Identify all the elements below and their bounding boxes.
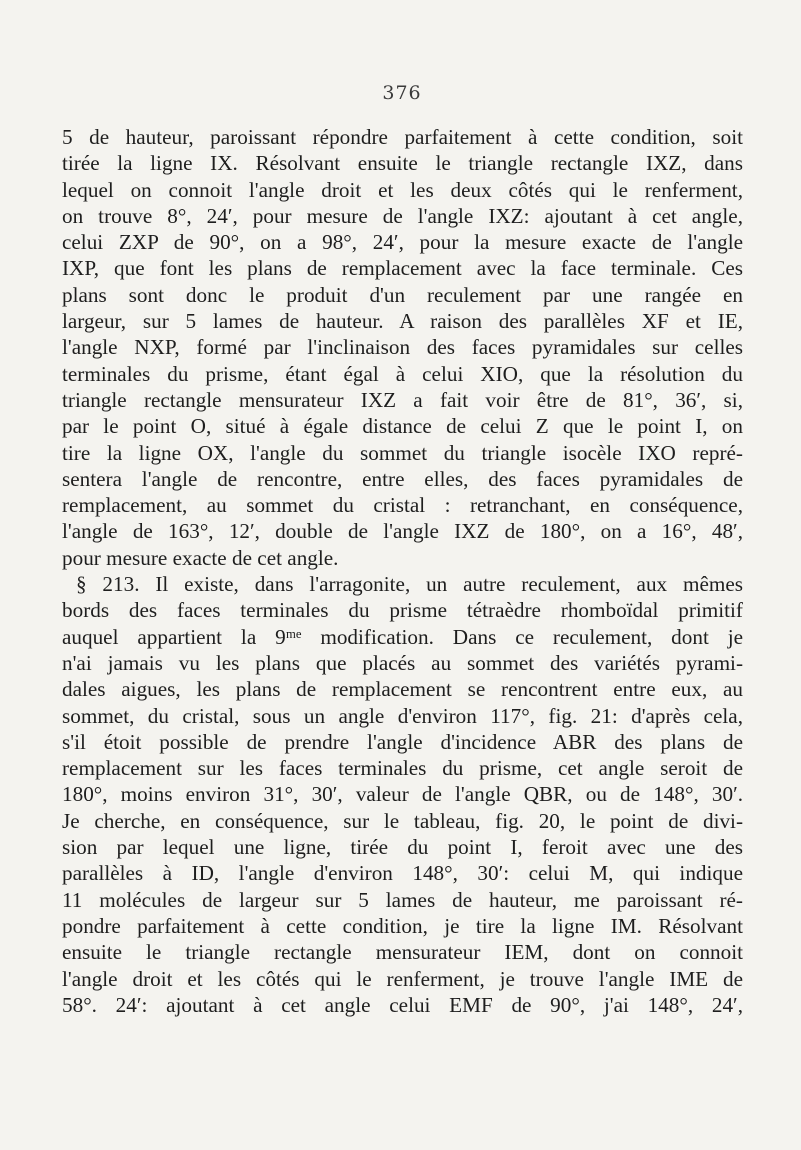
text-line: bords des faces terminales du prisme tétraèdre rhomboïdal primitif	[62, 598, 743, 623]
text-line: tirée la ligne IX. Résolvant ensuite le triangle rectangle IXZ, dans	[62, 151, 743, 176]
text-line: pour mesure exacte de cet angle.	[62, 545, 339, 570]
text-line: triangle rectangle mensurateur IXZ a fait voir être de 81°, 36′, si,	[62, 387, 743, 412]
text-line: tire la ligne OX, l'angle du sommet du triangle isocèle IXO repré-	[62, 440, 743, 465]
text-line: IXP, que font les plans de remplacement avec la face terminale. Ces	[62, 256, 743, 281]
text-line: remplacement, au sommet du cristal : retranchant, en conséquence,	[62, 493, 743, 518]
text-line: 11 molécules de largeur sur 5 lames de hauteur, me paroissant ré-	[62, 887, 743, 912]
text-line: lequel on connoit l'angle droit et les deux côtés qui le renferment,	[62, 177, 743, 202]
text-line: l'angle NXP, formé par l'inclinaison des faces pyramidales sur celles	[62, 335, 743, 360]
body-text	[62, 124, 743, 1018]
text-line: auquel appartient la 9ᵐᵉ modification. Dans ce reculement, dont je	[62, 624, 743, 649]
section-start-line: § 213. Il existe, dans l'arragonite, un autre reculement, aux mêmes	[76, 572, 743, 597]
text-line: sentera l'angle de rencontre, entre elles, des faces pyramidales de	[62, 466, 743, 491]
text-line: remplacement sur les faces terminales du prisme, cet angle seroit de	[62, 756, 743, 781]
text-line: 5 de hauteur, paroissant répondre parfaitement à cette condition, soit	[62, 125, 743, 149]
text-line: terminales du prisme, étant égal à celui XIO, que la résolution du	[62, 361, 743, 386]
text-line: l'angle droit et les côtés qui le renferment, je trouve l'angle IME de	[62, 966, 743, 991]
text-line: 58°. 24′: ajoutant à cet angle celui EMF de 90°, j'ai 148°, 24′,	[62, 992, 743, 1017]
text-line: par le point O, situé à égale distance de celui Z que le point I, on	[62, 414, 743, 439]
text-line: pondre parfaitement à cette condition, je tire la ligne IM. Résolvant	[62, 913, 743, 938]
text-line: l'angle de 163°, 12′, double de l'angle IXZ de 180°, on a 16°, 48′,	[62, 519, 743, 544]
text-line: dales aigues, les plans de remplacement se rencontrent entre eux, au	[62, 677, 743, 702]
text-line: on trouve 8°, 24′, pour mesure de l'angle IXZ: ajoutant à cet angle,	[62, 203, 743, 228]
text-line: s'il étoit possible de prendre l'angle d'incidence ABR des plans de	[62, 729, 743, 754]
text-line: parallèles à ID, l'angle d'environ 148°, 30′: celui M, qui indique	[62, 861, 743, 886]
text-line: sommet, du cristal, sous un angle d'environ 117°, fig. 21: d'après cela,	[62, 703, 743, 728]
text-line: ensuite le triangle rectangle mensurateur IEM, dont on connoit	[62, 940, 743, 965]
page-number: 376	[382, 82, 422, 104]
text-line: sion par lequel une ligne, tirée du point I, feroit avec une des	[62, 835, 743, 860]
text-line: celui ZXP de 90°, on a 98°, 24′, pour la mesure exacte de l'angle	[62, 230, 743, 255]
text-line: plans sont donc le produit d'un reculement par une rangée en	[62, 282, 743, 307]
text-line: n'ai jamais vu les plans que placés au sommet des variétés pyrami-	[62, 650, 743, 675]
text-line: Je cherche, en conséquence, sur le tableau, fig. 20, le point de divi-	[62, 808, 743, 833]
text-line: 180°, moins environ 31°, 30′, valeur de l'angle QBR, ou de 148°, 30′.	[62, 782, 743, 807]
text-line: largeur, sur 5 lames de hauteur. A raison des parallèles XF et IE,	[62, 309, 743, 334]
